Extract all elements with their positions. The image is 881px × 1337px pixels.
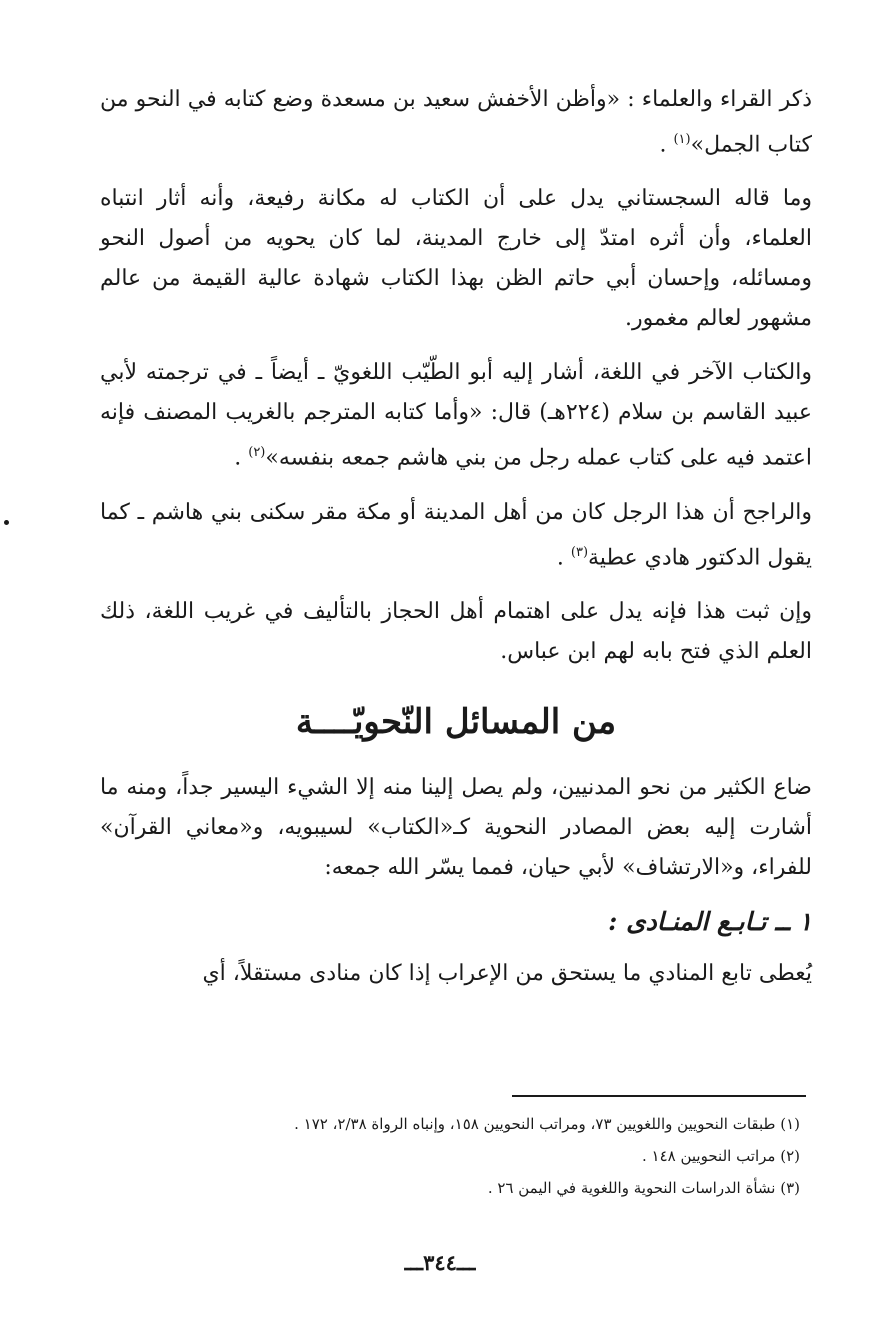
paragraph-2 <box>100 179 812 339</box>
footnote-2: (٢) مراتب النحويين ١٤٨ . <box>642 1147 800 1165</box>
section-heading: من المسائل النّحويّــــة <box>295 701 617 742</box>
paragraph-text: والراجح أن هذا الرجل كان من أهل المدينة أو مكة مقر سكنى بني هاشم ـ كما يقول الدكتور هادي عطية <box>100 499 812 570</box>
paragraph-end: . <box>659 132 674 158</box>
subheading: ١ ــ تـابـع المنـادى : <box>608 906 812 936</box>
paragraph-text: ذكر القراء والعلماء : «وأظن الأخفش سعيد بن مسعدة وضع كتابه في النحو من كتاب الجمل» <box>100 87 812 158</box>
paragraph-end: . <box>234 445 249 471</box>
section-paragraph: ضاع الكثير من نحو المدنيين، ولم يصل إلينا منه إلا الشيء اليسير جداً، ومنه ما أشارت إليه بعض المصادر النحوية كـ«الكتاب» لسيبويه، و«معاني القرآن» للفراء، و«الارتشاف» لأبي حيان، فمما يسّر الله جمعه: <box>100 774 812 880</box>
paragraph-4 <box>100 493 812 578</box>
paragraph-1 <box>100 80 812 165</box>
page-number: ـــ٣٤٤ـــ <box>404 1250 476 1275</box>
paragraph-3 <box>100 353 812 478</box>
footnote-ref-1: (١) <box>673 132 691 147</box>
footnote-1: (١) طبقات النحويين واللغويين ٧٣، ومراتب النحويين ١٥٨، وإنباه الرواة ٢/٣٨، ١٧٢ . <box>294 1115 800 1133</box>
footnote-ref-3: (٣) <box>570 544 589 560</box>
footnotes <box>100 1108 800 1204</box>
paragraph-text: وإن ثبت هذا فإنه يدل على اهتمام أهل الحجاز بالتأليف في غريب اللغة، ذلك العلم الذي فتح بابه لهم ابن عباس. <box>100 598 812 664</box>
paragraph-5 <box>100 592 812 672</box>
paragraph-text: والكتاب الآخر في اللغة، أشار إليه أبو الطّيّب اللغويّ ـ أيضاً ـ في ترجمته لأبي عبيد القاسم بن سلام (٢٢٤هـ) قال: «وأما كتابه المترجم بالغريب المصنف فإنه اعتمد فيه على كتاب عمله رجل من بني هاشم جمعه بنفسه» <box>100 360 812 471</box>
margin-dot <box>4 520 9 525</box>
paragraph-end: . <box>556 544 571 570</box>
footnote-ref-2: (٢) <box>248 445 266 461</box>
page-body <box>100 80 812 1008</box>
paragraph-text: وما قاله السجستاني يدل على أن الكتاب له مكانة رفيعة، وأنه أثار انتباه العلماء، وأن أثره امتدّ إلى خارج المدينة، لما كان يحويه من أصول النحو ومسائله، وإحسان أبي حاتم الظن بهذا الكتاب شهادة عالية القيمة من عالم مشهور لعالم مغمور. <box>100 186 812 332</box>
footnote-3: (٣) نشأة الدراسات النحوية واللغوية في اليمن ٢٦ . <box>487 1179 800 1197</box>
last-paragraph: يُعطى تابع المنادي ما يستحق من الإعراب إذا كان منادى مستقلاً، أي <box>202 960 812 986</box>
footnote-divider <box>512 1095 806 1097</box>
